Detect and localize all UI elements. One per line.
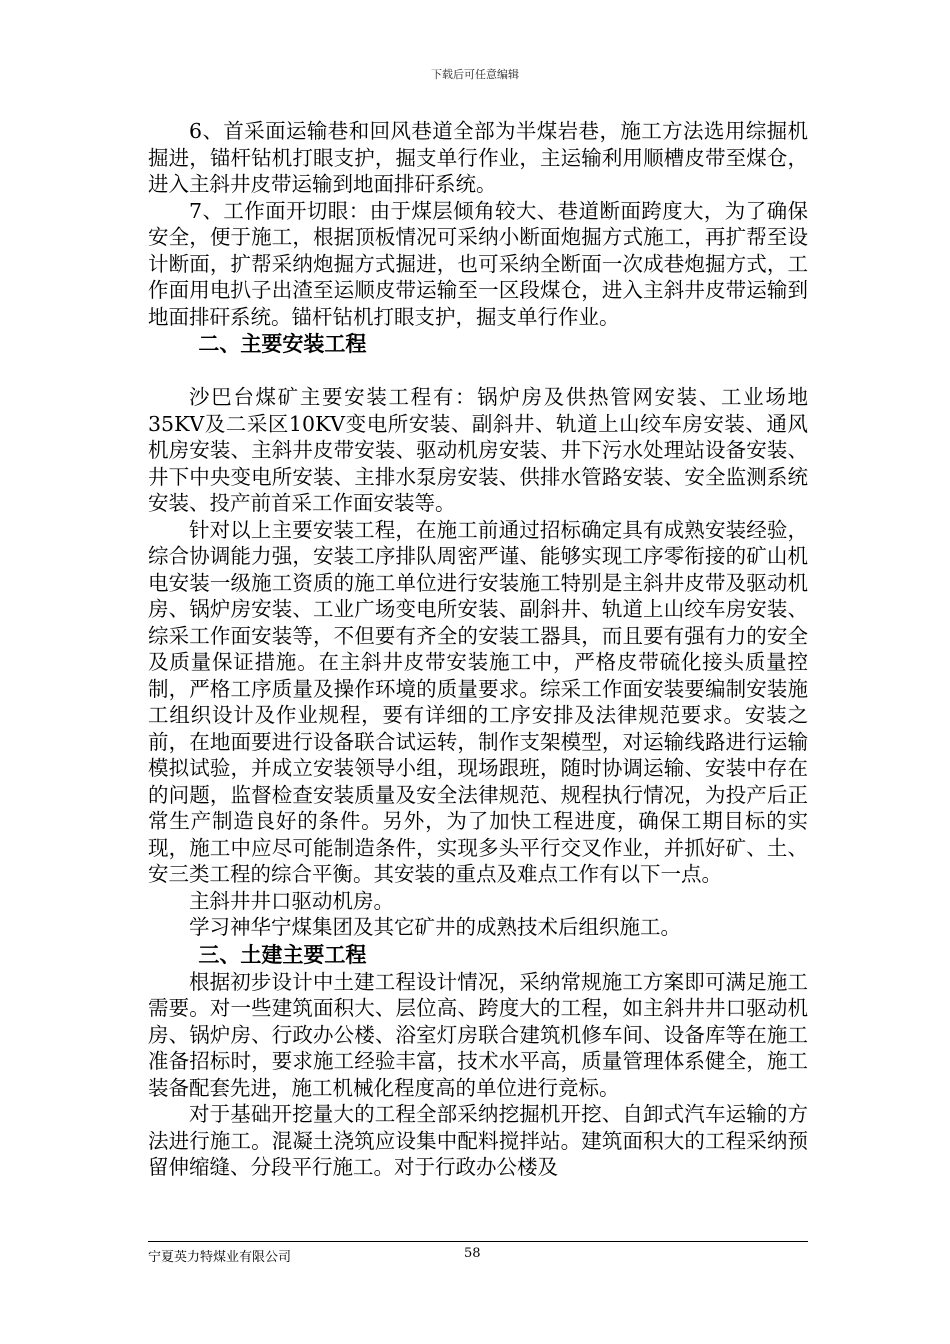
page-number: 58 [464,1246,481,1261]
paragraph-installation-measures: 针对以上主要安装工程，在施工前通过招标确定具有成熟安装经验，综合协调能力强，安装工序排队周密严谨、能够实现工序零衔接的矿山机电安装一级施工资质的施工单位进行安装施工特别是主斜井皮带及驱动机房、锅炉房安装、工业广场变电所安装、副斜井、轨道上山绞车房安装、综采工作面安装等，不但要有齐全的安装工器具，而且要有强有力的安全及质量保证措施。在主斜井皮带安装施工中，严格皮带硫化接头质量控制，严格工序质量及操作环境的质量要求。综采工作面安装要编制安装施工组织设计及作业规程，要有详细的工序安排及法律规范要求。安装之前，在地面要进行设备联合试运转，制作支架模型，对运输线路进行运输模拟试验，并成立安装领导小组，现场跟班，随时协调运输、安装中存在的问题，监督检查安装质量及安全法律规范、规程执行情况，为投产后正常生产制造良好的条件。另外，为了加快工程进度，确保工期目标的实现，施工中应尽可能制造条件，实现多头平行交叉作业，并抓好矿、土、安三类工程的综合平衡。其安装的重点及难点工作有以下一点。 [148,517,808,886]
paragraph-item-6: 6、首采面运输巷和回风巷道全部为半煤岩巷，施工方法选用综掘机掘进，锚杆钻机打眼支护，掘支单行作业，主运输利用顺槽皮带至煤仓，进入主斜井皮带运输到地面排矸系统。 [148,119,808,196]
footer-company-name: 宁夏英力特煤业有限公司 [148,1250,292,1265]
paragraph-key-point: 主斜井井口驱动机房。 [189,888,394,913]
header-note: 下载后可任意编辑 [431,68,519,81]
paragraph-civil-excavation: 对于基础开挖量大的工程全部采纳挖掘机开挖、自卸式汽车运输的方法进行施工。混凝土浇筑应设集中配料搅拌站。建筑面积大的工程采纳预留伸缩缝、分段平行施工。对于行政办公楼及 [148,1102,808,1179]
document-body [148,118,808,1181]
section-heading-installation: 二、主要安装工程 [198,332,367,356]
paragraph-learning: 学习神华宁煤集团及其它矿井的成熟技术后组织施工。 [189,915,681,939]
paragraph-civil-overview: 根据初步设计中土建工程设计情况，采纳常规施工方案即可满足施工需要。对一些建筑面积大、层位高、跨度大的工程，如主斜井井口驱动机房、锅炉房、行政办公楼、浴室灯房联合建筑机修车间、设备库等在施工准备招标时，要求施工经验丰富，技术水平高，质量管理体系健全，施工装备配套先进，施工机械化程度高的单位进行竞标。 [148,969,808,1100]
section-heading-civil: 三、土建主要工程 [198,942,367,967]
section-spacer [148,358,808,384]
footer-divider [148,1241,808,1242]
paragraph-item-7: 7、工作面开切眼：由于煤层倾角较大、巷道断面跨度大，为了确保安全，便于施工，根据顶板情况可采纳小断面炮掘方式施工，再扩帮至设计断面，扩帮采纳炮掘方式掘进，也可采纳全断面一次成巷炮掘方式，工作面用电扒子出渣至运顺皮带运输至一区段煤仓，进入主斜井皮带运输到地面排矸系统。锚杆钻机打眼支护，掘支单行作业。 [148,198,808,329]
paragraph-installation-overview: 沙巴台煤矿主要安装工程有：锅炉房及供热管网安装、工业场地35KV及二采区10KV变电所安装、副斜井、轨道上山绞车房安装、通风机房安装、主斜井皮带安装、驱动机房安装、井下污水处理站设备安装、井下中央变电所安装、主排水泵房安装、供排水管路安装、安全监测系统安装、投产前首采工作面安装等。 [148,385,808,515]
